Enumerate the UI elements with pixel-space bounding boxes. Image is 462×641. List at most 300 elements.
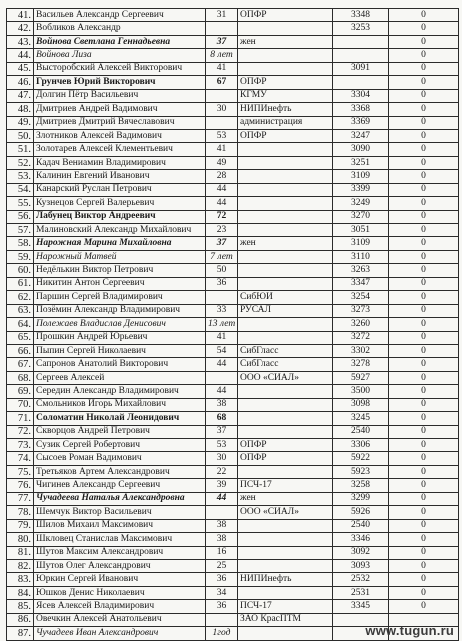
row-number: 80.	[7, 533, 34, 546]
age-cell	[206, 22, 238, 35]
row-number: 61.	[7, 277, 34, 290]
organization-cell	[238, 519, 333, 532]
code-cell: 3110	[333, 250, 389, 263]
person-name: Высторобский Алексей Викторович	[34, 62, 206, 75]
person-name: Дмитриев Дмитрий Вячеславович	[34, 116, 206, 129]
person-name: Шилов Михаил Максимович	[34, 519, 206, 532]
site-watermark: www.tugun.ru	[365, 623, 454, 638]
zero-cell: 0	[389, 546, 459, 559]
table-row	[7, 371, 459, 384]
person-name: Чигинев Александр Сергеевич	[34, 479, 206, 492]
table-row	[7, 197, 459, 210]
zero-cell: 0	[389, 129, 459, 142]
zero-cell: 0	[389, 35, 459, 48]
person-name: Нарожная Марина Михайловна	[34, 237, 206, 250]
row-number: 63.	[7, 304, 34, 317]
row-number: 52.	[7, 156, 34, 169]
age-cell: 28	[206, 170, 238, 183]
person-name: Чучадеева Наталья Александровна	[34, 492, 206, 505]
age-cell: 72	[206, 210, 238, 223]
age-cell: 38	[206, 519, 238, 532]
row-number: 53.	[7, 170, 34, 183]
row-number: 73.	[7, 439, 34, 452]
code-cell: 2531	[333, 586, 389, 599]
table-row	[7, 9, 459, 22]
code-cell: 2540	[333, 519, 389, 532]
code-cell: 3249	[333, 197, 389, 210]
row-number: 51.	[7, 143, 34, 156]
age-cell: 36	[206, 600, 238, 613]
code-cell: 3302	[333, 344, 389, 357]
table-row	[7, 143, 459, 156]
zero-cell: 0	[389, 197, 459, 210]
age-cell	[206, 291, 238, 304]
person-name: Середин Александр Владимирович	[34, 385, 206, 398]
organization-cell	[238, 170, 333, 183]
zero-cell: 0	[389, 371, 459, 384]
code-cell: 3090	[333, 143, 389, 156]
organization-cell	[238, 22, 333, 35]
code-cell: 3500	[333, 385, 389, 398]
person-name: Войнова Светлана Геннадьевна	[34, 35, 206, 48]
table-row	[7, 183, 459, 196]
row-number: 41.	[7, 9, 34, 22]
row-number: 70.	[7, 398, 34, 411]
organization-cell: ООО «СИАЛ»	[238, 506, 333, 519]
organization-cell: жен	[238, 237, 333, 250]
table-body	[7, 9, 459, 641]
zero-cell: 0	[389, 465, 459, 478]
person-name: Лабунец Виктор Андреевич	[34, 210, 206, 223]
table-row	[7, 318, 459, 331]
table-row	[7, 573, 459, 586]
person-name: Третьяков Артем Александрович	[34, 465, 206, 478]
organization-cell: ПСЧ-17	[238, 600, 333, 613]
age-cell: 67	[206, 76, 238, 89]
zero-cell: 0	[389, 22, 459, 35]
age-cell: 16	[206, 546, 238, 559]
person-name: Шкловец Станислав Максимович	[34, 533, 206, 546]
code-cell: 3098	[333, 398, 389, 411]
organization-cell: ОПФР	[238, 9, 333, 22]
person-name: Скворцов Андрей Петрович	[34, 425, 206, 438]
age-cell: 38	[206, 533, 238, 546]
age-cell: 38	[206, 398, 238, 411]
organization-cell	[238, 533, 333, 546]
table-row	[7, 62, 459, 75]
person-name: Васильев Александр Сергеевич	[34, 9, 206, 22]
row-number: 66.	[7, 344, 34, 357]
age-cell	[206, 116, 238, 129]
age-cell	[206, 89, 238, 102]
table-row	[7, 533, 459, 546]
organization-cell	[238, 318, 333, 331]
person-name: Смольников Игорь Михайлович	[34, 398, 206, 411]
code-cell: 3273	[333, 304, 389, 317]
age-cell: 41	[206, 62, 238, 75]
age-cell	[206, 613, 238, 626]
table-row	[7, 439, 459, 452]
zero-cell: 0	[389, 170, 459, 183]
age-cell: 53	[206, 439, 238, 452]
age-cell: 53	[206, 129, 238, 142]
zero-cell: 0	[389, 586, 459, 599]
age-cell: 44	[206, 197, 238, 210]
code-cell: 3093	[333, 559, 389, 572]
person-name: Сузик Сергей Робертович	[34, 439, 206, 452]
table-row	[7, 237, 459, 250]
person-name: Войнова Лиза	[34, 49, 206, 62]
organization-cell: ОПФР	[238, 439, 333, 452]
zero-cell: 0	[389, 452, 459, 465]
organization-cell: ОПФР	[238, 129, 333, 142]
code-cell: 3254	[333, 291, 389, 304]
zero-cell: 0	[389, 439, 459, 452]
table-row	[7, 129, 459, 142]
organization-cell: РУСАЛ	[238, 304, 333, 317]
age-cell: 41	[206, 331, 238, 344]
age-cell: 30	[206, 452, 238, 465]
age-cell: 23	[206, 224, 238, 237]
person-name: Ясев Алексей Владимирович	[34, 600, 206, 613]
organization-cell	[238, 62, 333, 75]
age-cell: 36	[206, 573, 238, 586]
organization-cell	[238, 627, 333, 640]
organization-cell: жен	[238, 35, 333, 48]
age-cell: 22	[206, 465, 238, 478]
row-number: 68.	[7, 371, 34, 384]
zero-cell: 0	[389, 479, 459, 492]
organization-cell	[238, 277, 333, 290]
row-number: 65.	[7, 331, 34, 344]
row-number: 57.	[7, 224, 34, 237]
age-cell: 44	[206, 492, 238, 505]
age-cell: 30	[206, 103, 238, 116]
organization-cell	[238, 224, 333, 237]
age-cell: 44	[206, 385, 238, 398]
zero-cell: 0	[389, 344, 459, 357]
row-number: 59.	[7, 250, 34, 263]
row-number: 84.	[7, 586, 34, 599]
age-cell: 37	[206, 425, 238, 438]
organization-cell: ЗАО КрасПТМ	[238, 613, 333, 626]
person-name: Шутов Максим Александрович	[34, 546, 206, 559]
age-cell: 37	[206, 35, 238, 48]
code-cell: 3270	[333, 210, 389, 223]
row-number: 47.	[7, 89, 34, 102]
table-row	[7, 586, 459, 599]
person-name: Позёмин Александр Владимирович	[34, 304, 206, 317]
person-name: Вобликов Александр	[34, 22, 206, 35]
age-cell: 1год	[206, 627, 238, 640]
organization-cell	[238, 197, 333, 210]
person-name: Малиновский Александр Михайлович	[34, 224, 206, 237]
row-number: 72.	[7, 425, 34, 438]
zero-cell: 0	[389, 600, 459, 613]
table-row	[7, 224, 459, 237]
table-row	[7, 22, 459, 35]
zero-cell: 0	[389, 250, 459, 263]
organization-cell	[238, 183, 333, 196]
row-number: 42.	[7, 22, 34, 35]
person-name: Шемчук Виктор Васильевич	[34, 506, 206, 519]
organization-cell	[238, 143, 333, 156]
code-cell: 3272	[333, 331, 389, 344]
row-number: 83.	[7, 573, 34, 586]
person-name: Недёлькин Виктор Петрович	[34, 264, 206, 277]
row-number: 86.	[7, 613, 34, 626]
code-cell: 3251	[333, 156, 389, 169]
zero-cell: 0	[389, 304, 459, 317]
table-row	[7, 156, 459, 169]
table-row	[7, 519, 459, 532]
code-cell: 3051	[333, 224, 389, 237]
age-cell	[206, 371, 238, 384]
code-cell	[333, 49, 389, 62]
code-cell: 5927	[333, 371, 389, 384]
person-name: Прошкин Андрей Юрьевич	[34, 331, 206, 344]
person-name: Кадач Вениамин Владимирович	[34, 156, 206, 169]
table-row	[7, 264, 459, 277]
row-number: 64.	[7, 318, 34, 331]
person-name: Соломатин Николай Леонидович	[34, 412, 206, 425]
organization-cell: ОПФР	[238, 76, 333, 89]
organization-cell	[238, 465, 333, 478]
zero-cell: 0	[389, 264, 459, 277]
table-row	[7, 49, 459, 62]
person-name: Пыпин Сергей Николаевич	[34, 344, 206, 357]
row-number: 60.	[7, 264, 34, 277]
code-cell	[333, 35, 389, 48]
zero-cell: 0	[389, 533, 459, 546]
code-cell: 3260	[333, 318, 389, 331]
organization-cell	[238, 250, 333, 263]
row-number: 54.	[7, 183, 34, 196]
code-cell: 5922	[333, 452, 389, 465]
table-row	[7, 76, 459, 89]
age-cell: 44	[206, 183, 238, 196]
table-row	[7, 600, 459, 613]
person-name: Шутов Олег Александрович	[34, 559, 206, 572]
organization-cell: НИПИнефть	[238, 103, 333, 116]
person-name: Сапронов Анатолий Викторович	[34, 358, 206, 371]
table-row	[7, 291, 459, 304]
person-name: Чучадеев Иван Александрович	[34, 627, 206, 640]
table-row	[7, 559, 459, 572]
age-cell: 50	[206, 264, 238, 277]
row-number: 58.	[7, 237, 34, 250]
zero-cell: 0	[389, 210, 459, 223]
code-cell: 5926	[333, 506, 389, 519]
table-row	[7, 425, 459, 438]
table-row	[7, 210, 459, 223]
organization-cell	[238, 331, 333, 344]
code-cell: 3348	[333, 9, 389, 22]
table-row	[7, 331, 459, 344]
zero-cell: 0	[389, 425, 459, 438]
person-name: Юркин Сергей Иванович	[34, 573, 206, 586]
zero-cell: 0	[389, 76, 459, 89]
zero-cell: 0	[389, 519, 459, 532]
row-number: 46.	[7, 76, 34, 89]
row-number: 71.	[7, 412, 34, 425]
person-name: Сергеев Алексей	[34, 371, 206, 384]
organization-cell	[238, 210, 333, 223]
row-number: 56.	[7, 210, 34, 223]
code-cell: 3263	[333, 264, 389, 277]
age-cell: 37	[206, 237, 238, 250]
person-name: Дмитриев Андрей Вадимович	[34, 103, 206, 116]
row-number: 62.	[7, 291, 34, 304]
table-row	[7, 412, 459, 425]
row-number: 69.	[7, 385, 34, 398]
row-number: 75.	[7, 465, 34, 478]
organization-cell	[238, 546, 333, 559]
code-cell: 5923	[333, 465, 389, 478]
row-number: 81.	[7, 546, 34, 559]
row-number: 49.	[7, 116, 34, 129]
age-cell: 41	[206, 143, 238, 156]
organization-cell	[238, 398, 333, 411]
age-cell: 31	[206, 9, 238, 22]
person-name: Полежаев Владислав Денисович	[34, 318, 206, 331]
row-number: 77.	[7, 492, 34, 505]
table-row	[7, 250, 459, 263]
zero-cell: 0	[389, 385, 459, 398]
code-cell: 3092	[333, 546, 389, 559]
person-name: Паршин Сергей Владимирович	[34, 291, 206, 304]
code-cell: 2540	[333, 425, 389, 438]
zero-cell: 0	[389, 116, 459, 129]
zero-cell: 0	[389, 62, 459, 75]
zero-cell: 0	[389, 573, 459, 586]
age-cell: 25	[206, 559, 238, 572]
code-cell: 3278	[333, 358, 389, 371]
organization-cell: СибЮИ	[238, 291, 333, 304]
code-cell: 3299	[333, 492, 389, 505]
person-name: Грунчев Юрий Викторович	[34, 76, 206, 89]
organization-cell: СибГласс	[238, 344, 333, 357]
zero-cell: 0	[389, 49, 459, 62]
code-cell	[333, 76, 389, 89]
row-number: 45.	[7, 62, 34, 75]
table-row	[7, 89, 459, 102]
row-number: 79.	[7, 519, 34, 532]
code-cell: 3109	[333, 170, 389, 183]
age-cell: 68	[206, 412, 238, 425]
person-name: Кузнецов Сергей Валерьевич	[34, 197, 206, 210]
row-number: 67.	[7, 358, 34, 371]
age-cell: 13 лет	[206, 318, 238, 331]
organization-cell: жен	[238, 492, 333, 505]
zero-cell: 0	[389, 224, 459, 237]
zero-cell: 0	[389, 103, 459, 116]
zero-cell: 0	[389, 358, 459, 371]
organization-cell	[238, 385, 333, 398]
row-number: 74.	[7, 452, 34, 465]
organization-cell	[238, 586, 333, 599]
age-cell: 49	[206, 156, 238, 169]
person-name: Золотарев Алексей Клементьевич	[34, 143, 206, 156]
person-name: Юшков Денис Николаевич	[34, 586, 206, 599]
code-cell: 3306	[333, 439, 389, 452]
row-number: 85.	[7, 600, 34, 613]
code-cell: 3109	[333, 237, 389, 250]
organization-cell	[238, 156, 333, 169]
person-name: Сысоев Роман Вадимович	[34, 452, 206, 465]
organization-cell	[238, 412, 333, 425]
code-cell: 3368	[333, 103, 389, 116]
code-cell: 3247	[333, 129, 389, 142]
person-name: Злотников Алексей Вадимович	[34, 129, 206, 142]
organization-cell: ПСЧ-17	[238, 479, 333, 492]
table-row	[7, 546, 459, 559]
table-row	[7, 277, 459, 290]
age-cell: 54	[206, 344, 238, 357]
table-row	[7, 103, 459, 116]
zero-cell: 0	[389, 156, 459, 169]
table-row	[7, 452, 459, 465]
age-cell	[206, 506, 238, 519]
person-name: Долгин Пётр Васильевич	[34, 89, 206, 102]
table-row	[7, 344, 459, 357]
table-row	[7, 479, 459, 492]
person-name: Канарский Руслан Петрович	[34, 183, 206, 196]
row-number: 43.	[7, 35, 34, 48]
code-cell: 3369	[333, 116, 389, 129]
row-number: 48.	[7, 103, 34, 116]
age-cell: 39	[206, 479, 238, 492]
age-cell: 33	[206, 304, 238, 317]
organization-cell: ОПФР	[238, 452, 333, 465]
zero-cell: 0	[389, 492, 459, 505]
zero-cell: 0	[389, 506, 459, 519]
zero-cell: 0	[389, 331, 459, 344]
age-cell: 34	[206, 586, 238, 599]
table-row	[7, 116, 459, 129]
code-cell: 3345	[333, 600, 389, 613]
row-number: 50.	[7, 129, 34, 142]
code-cell: 3253	[333, 22, 389, 35]
age-cell: 36	[206, 277, 238, 290]
table-row	[7, 358, 459, 371]
table-row	[7, 170, 459, 183]
organization-cell	[238, 264, 333, 277]
person-name: Нарожный Матвей	[34, 250, 206, 263]
organization-cell	[238, 425, 333, 438]
organization-cell	[238, 559, 333, 572]
code-cell: 3258	[333, 479, 389, 492]
organization-cell: ООО «СИАЛ»	[238, 371, 333, 384]
age-cell: 7 лет	[206, 250, 238, 263]
table-row	[7, 492, 459, 505]
code-cell: 3304	[333, 89, 389, 102]
table-row	[7, 506, 459, 519]
table-row	[7, 35, 459, 48]
zero-cell: 0	[389, 89, 459, 102]
zero-cell: 0	[389, 9, 459, 22]
row-number: 44.	[7, 49, 34, 62]
person-name: Овечкин Алексей Анатольевич	[34, 613, 206, 626]
row-number: 76.	[7, 479, 34, 492]
zero-cell: 0	[389, 318, 459, 331]
row-number: 78.	[7, 506, 34, 519]
code-cell: 3399	[333, 183, 389, 196]
organization-cell: администрация	[238, 116, 333, 129]
zero-cell: 0	[389, 291, 459, 304]
table-row	[7, 385, 459, 398]
age-cell: 8 лет	[206, 49, 238, 62]
